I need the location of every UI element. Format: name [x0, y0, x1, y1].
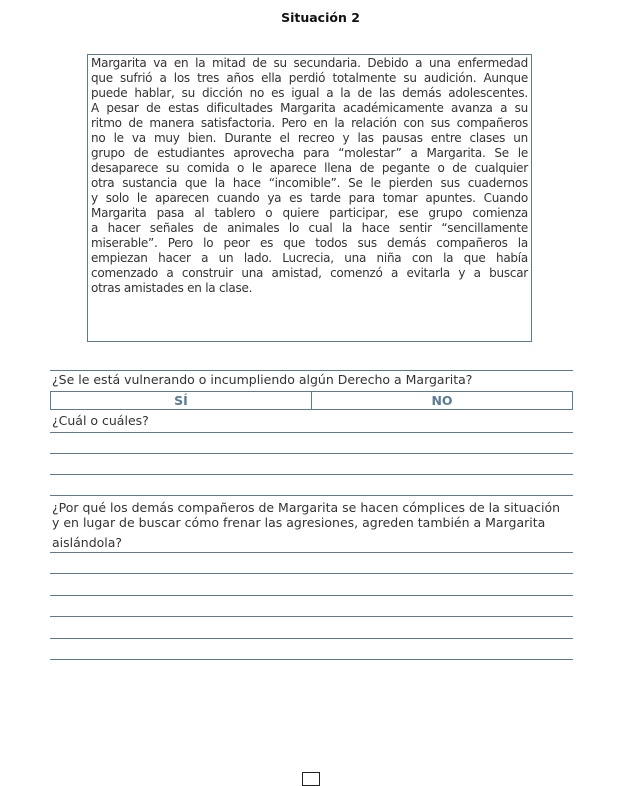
question-which: ¿Cuál o cuáles?	[52, 413, 149, 428]
answer-line[interactable]	[50, 595, 573, 596]
answer-line[interactable]	[50, 474, 573, 475]
story-line: comenzado a construir una amistad, comenzó a evitarla y a buscar	[91, 266, 528, 280]
answer-line[interactable]	[50, 616, 573, 617]
page-number-box	[302, 772, 320, 786]
story-line: a hacer señales de animales lo cual la hace sentir “sencillamente	[91, 221, 528, 235]
answer-line[interactable]	[50, 638, 573, 639]
story-line: desaparece su comida o le aparece llena de pegante o de cualquier	[91, 161, 528, 175]
answer-line[interactable]	[50, 573, 573, 574]
story-line: empiezan hacer a un lado. Lucrecia, una niña con la que había	[91, 251, 528, 265]
story-line: grupo de estudiantes aprovecha para “molestar” a Margarita. Se le	[91, 146, 528, 160]
story-line: no le va muy bien. Durante el recreo y las pausas entre clases un	[91, 131, 528, 145]
story-line: y solo le aparecen cuando ya es tarde para tomar apuntes. Cuando	[91, 191, 528, 205]
yes-no-table	[50, 391, 573, 410]
story-line: otras amistades en la clase.	[91, 281, 253, 295]
story-line: puede hablar, su dicción no es igual a la de las demás adolescentes.	[91, 86, 528, 100]
story-line: Margarita pasa al tablero o quiere participar, ese grupo comienza	[91, 206, 528, 220]
divider-line	[50, 495, 573, 496]
situation-title: Situación 2	[281, 10, 360, 25]
answer-line[interactable]	[50, 453, 573, 454]
story-line: A pesar de estas dificultades Margarita académicamente avanza a su	[91, 101, 528, 115]
story-line: que sufrió a los tres años ella perdió totalmente su audición. Aunque	[91, 71, 528, 85]
story-line: Margarita va en la mitad de su secundaria. Debido a una enfermedad	[91, 56, 528, 70]
yes-option[interactable]: SÍ	[51, 392, 312, 409]
answer-line[interactable]	[50, 552, 573, 553]
answer-line[interactable]	[50, 659, 573, 660]
question-why-line: aislándola?	[52, 535, 123, 550]
story-line: otra sustancia que la hace “incomible”. Se le pierden sus cuadernos	[91, 176, 528, 190]
answer-line[interactable]	[50, 432, 573, 433]
question-why-line: ¿Por qué los demás compañeros de Margarita se hacen cómplices de la situación	[52, 500, 561, 515]
no-option[interactable]: NO	[431, 393, 453, 408]
divider-line	[50, 370, 573, 371]
story-line: ritmo de manera satisfactoria. Pero en la relación con sus compañeros	[91, 116, 528, 130]
story-line: miserable”. Pero lo peor es que todos sus demás compañeros la	[91, 236, 528, 250]
situation-story	[87, 54, 532, 342]
question-why-line: y en lugar de buscar cómo frenar las agresiones, agreden también a Margarita	[52, 515, 546, 530]
question-rights: ¿Se le está vulnerando o incumpliendo algún Derecho a Margarita?	[52, 372, 473, 387]
